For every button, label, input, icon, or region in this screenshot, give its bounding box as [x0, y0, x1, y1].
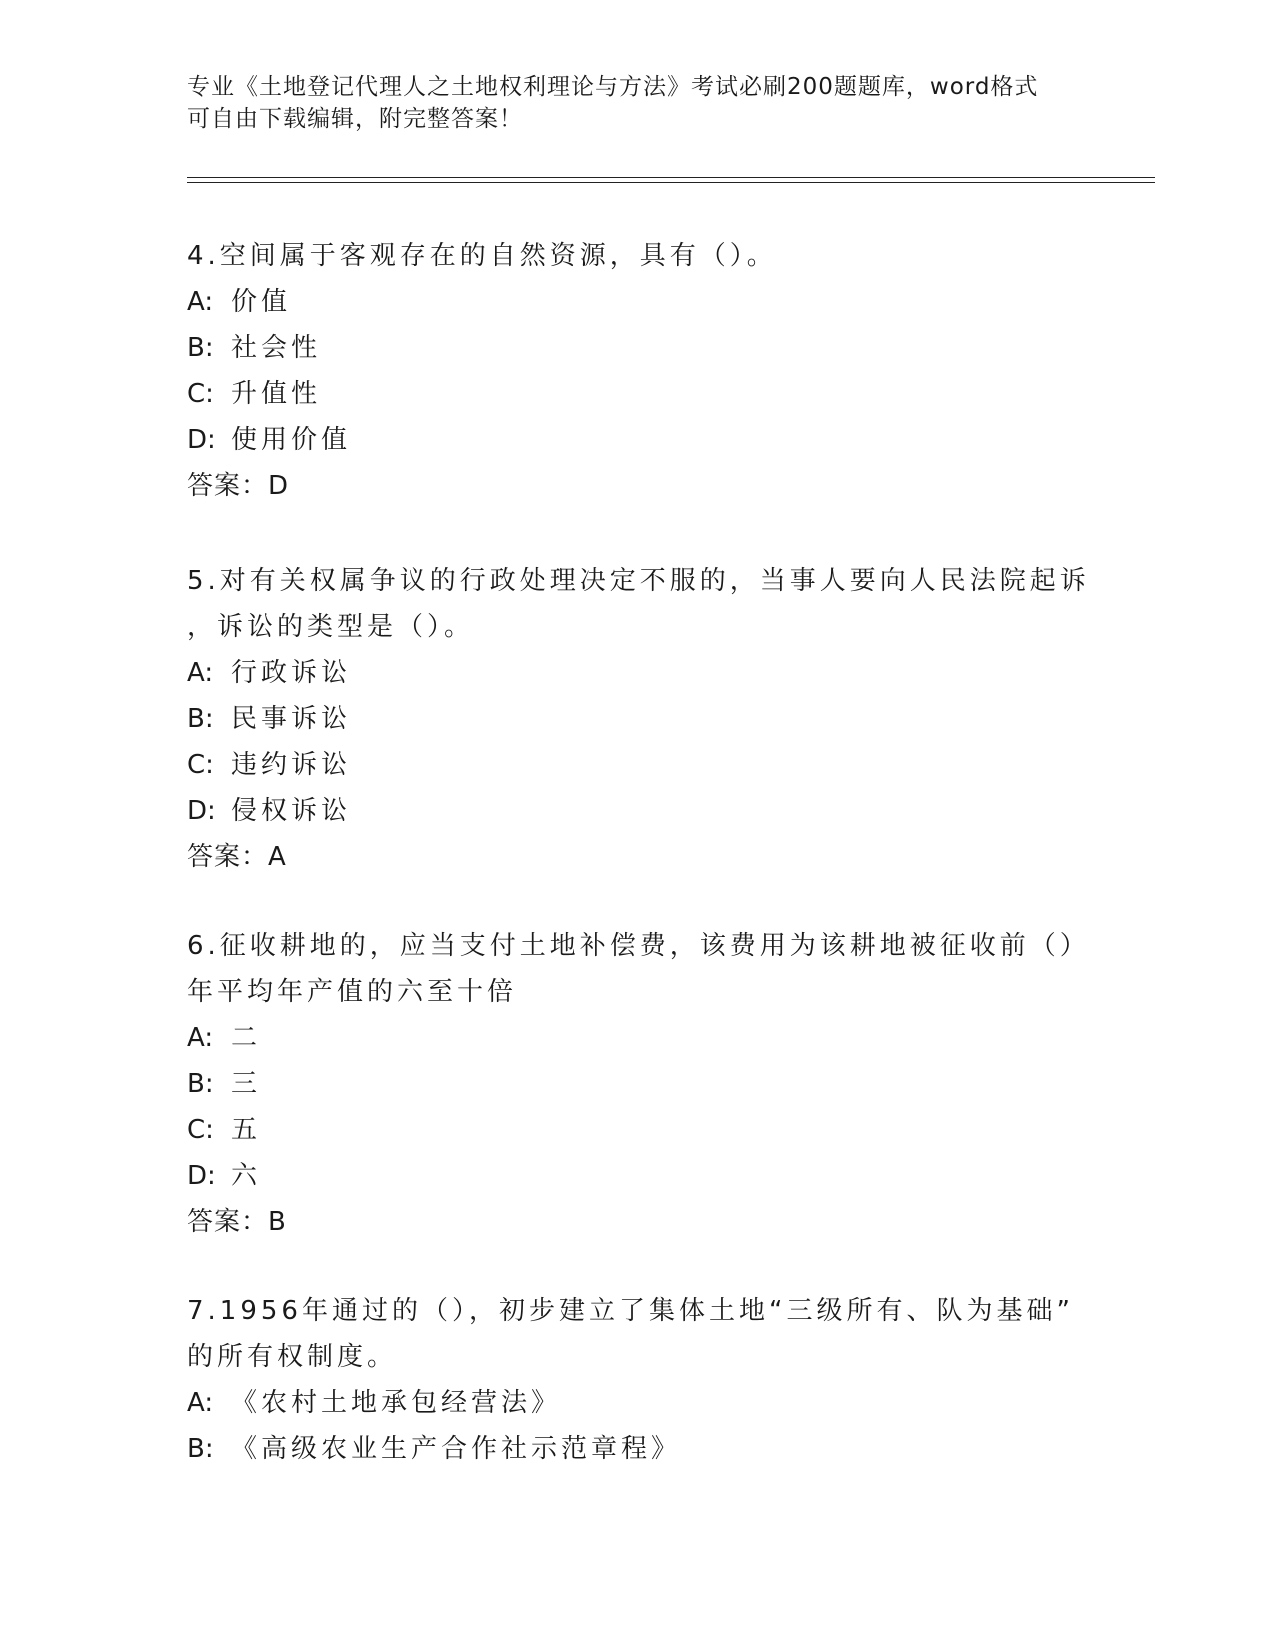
option-text: 民事诉讼 — [231, 704, 352, 734]
answer-line: 答案：D — [187, 471, 290, 501]
option-c — [187, 1107, 1067, 1153]
option-text: 升值性 — [231, 379, 322, 409]
option-a — [187, 279, 1067, 325]
question-4 — [187, 233, 1067, 509]
question-stem: 6.征收耕地的，应当支付土地补偿费，该费用为该耕地被征收前（） — [187, 931, 1090, 961]
option-letter: C: — [187, 1115, 214, 1145]
option-text: 社会性 — [231, 333, 322, 363]
header-line-2: 可自由下载编辑，附完整答案！ — [187, 106, 523, 132]
option-b — [187, 325, 1067, 371]
question-5 — [187, 558, 1090, 880]
question-stem: 4.空间属于客观存在的自然资源，具有（）。 — [187, 241, 777, 271]
document-header — [187, 71, 1077, 135]
question-stem: 5.对有关权属争议的行政处理决定不服的，当事人要向人民法院起诉 — [187, 566, 1090, 596]
option-d — [187, 417, 1067, 463]
question-stem-continued: 的所有权制度。 — [187, 1342, 398, 1372]
option-letter: D: — [187, 425, 216, 455]
option-letter: A: — [187, 658, 214, 688]
option-letter: B: — [187, 1434, 214, 1464]
option-a — [187, 650, 1067, 696]
option-text: 六 — [231, 1161, 262, 1191]
option-letter: A: — [187, 1023, 214, 1053]
option-letter: B: — [187, 1069, 214, 1099]
option-letter: A: — [187, 1388, 214, 1418]
option-text: 二 — [231, 1023, 262, 1053]
option-b — [187, 1426, 1067, 1472]
header-divider-top — [187, 177, 1155, 178]
option-letter: B: — [187, 704, 214, 734]
option-letter: D: — [187, 1161, 216, 1191]
question-6 — [187, 923, 1090, 1245]
option-letter: C: — [187, 750, 214, 780]
option-text: 行政诉讼 — [231, 658, 352, 688]
question-7 — [187, 1288, 1074, 1472]
option-letter: D: — [187, 796, 216, 826]
option-text: 违约诉讼 — [231, 750, 352, 780]
option-letter: A: — [187, 287, 214, 317]
option-text: 使用价值 — [231, 425, 352, 455]
option-text: 价值 — [231, 287, 292, 317]
option-d — [187, 788, 1067, 834]
option-b — [187, 1061, 1067, 1107]
option-b — [187, 696, 1067, 742]
option-d — [187, 1153, 1067, 1199]
option-text: 五 — [231, 1115, 262, 1145]
option-letter: B: — [187, 333, 214, 363]
option-text: 侵权诉讼 — [231, 796, 352, 826]
option-a — [187, 1380, 1067, 1426]
option-text: 三 — [231, 1069, 262, 1099]
answer-line: 答案：B — [187, 1207, 287, 1237]
question-stem-continued: ，诉讼的类型是（）。 — [187, 612, 475, 642]
option-a — [187, 1015, 1067, 1061]
question-stem-continued: 年平均年产值的六至十倍 — [187, 977, 518, 1007]
option-c — [187, 371, 1067, 417]
option-c — [187, 742, 1067, 788]
option-text: 《高级农业生产合作社示范章程》 — [231, 1434, 682, 1464]
option-letter: C: — [187, 379, 214, 409]
header-divider-bottom — [187, 182, 1155, 183]
header-line-1: 专业《土地登记代理人之土地权利理论与方法》考试必刷200题题库，word格式 — [187, 74, 1039, 100]
answer-line: 答案：A — [187, 842, 287, 872]
option-text: 《农村土地承包经营法》 — [231, 1388, 562, 1418]
question-stem: 7.1956年通过的（），初步建立了集体土地“三级所有、队为基础” — [187, 1296, 1074, 1326]
